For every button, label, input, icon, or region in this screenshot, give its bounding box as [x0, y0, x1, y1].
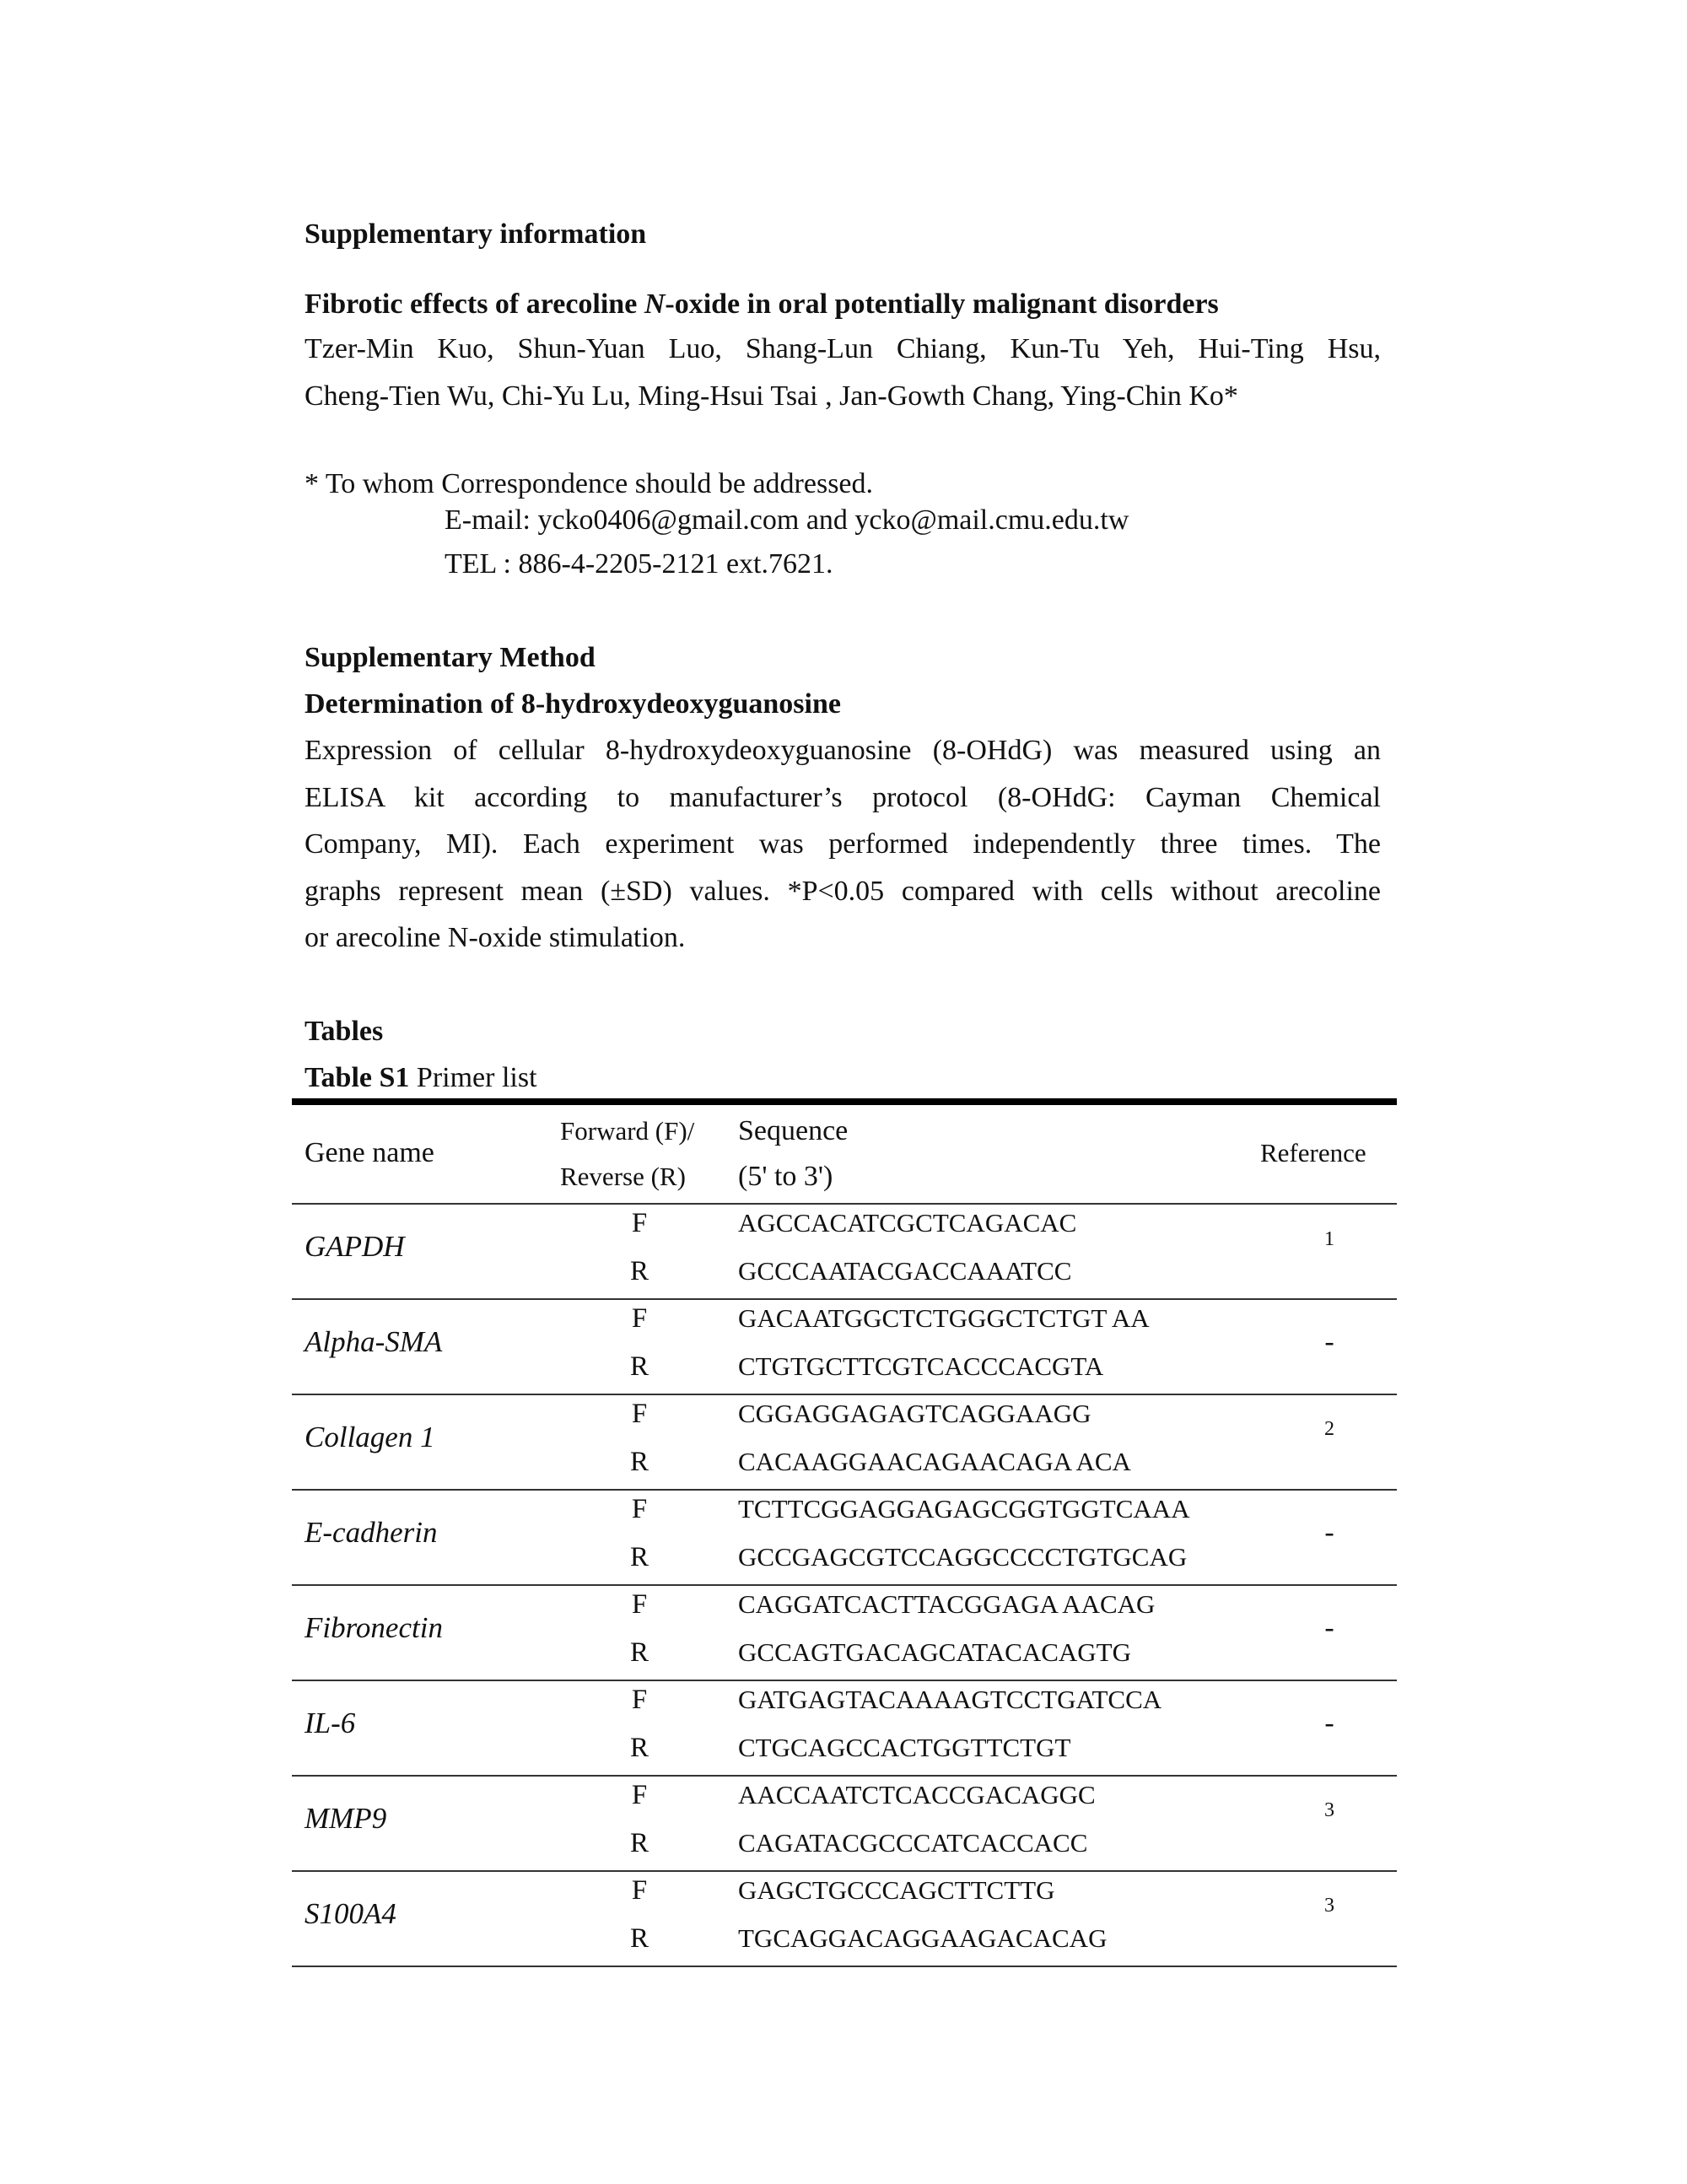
direction-reverse: R	[629, 1447, 649, 1477]
direction-forward: F	[631, 1685, 648, 1715]
gene-name: IL-6	[305, 1707, 356, 1739]
col-header-gene: Gene name	[305, 1137, 434, 1168]
tables-heading: Tables	[305, 1016, 384, 1047]
reference-number: 1	[1324, 1228, 1334, 1250]
sequence-reverse: TGCAGGACAGGAAGACACAG	[738, 1923, 1108, 1953]
gene-name: Fibronectin	[305, 1611, 443, 1644]
reference-number: -	[1324, 1326, 1334, 1357]
row-rule	[292, 1584, 1397, 1586]
direction-forward: F	[631, 1208, 648, 1238]
row-rule	[292, 1489, 1397, 1491]
sequence-reverse: CTGCAGCCACTGGTTCTGT	[738, 1733, 1071, 1762]
gene-name: E-cadherin	[305, 1516, 438, 1549]
method-line-5: or arecoline N-oxide stimulation.	[305, 922, 686, 953]
direction-reverse: R	[629, 1923, 649, 1954]
row-rule	[292, 1298, 1397, 1300]
reference-number: 3	[1324, 1799, 1334, 1821]
row-rule	[292, 1394, 1397, 1395]
table-caption-text: Primer list	[409, 1062, 537, 1093]
reference-number: -	[1324, 1612, 1334, 1643]
direction-forward: F	[631, 1494, 648, 1524]
paper-title-part1: Fibrotic effects of arecoline	[305, 289, 644, 320]
col-header-reference: Reference	[1260, 1138, 1366, 1167]
sequence-reverse: GCCGAGCGTCCAGGCCCCTGTGCAG	[738, 1542, 1188, 1572]
direction-reverse: R	[629, 1351, 649, 1382]
method-line-1: Expression of cellular 8-hydroxydeoxyguanosine (8-OHdG) was measured using an	[305, 735, 1381, 766]
sequence-forward: AACCAATCTCACCGACAGGC	[738, 1780, 1096, 1809]
table-caption	[305, 1061, 537, 1095]
table-top-rule	[292, 1098, 1397, 1105]
method-line-2: ELISA kit according to manufacturer’s protocol (8-OHdG: Cayman Chemical	[305, 782, 1381, 813]
row-rule	[292, 1870, 1397, 1872]
method-line-3: Company, MI). Each experiment was performed independently three times. The	[305, 828, 1381, 860]
sequence-reverse: CACAAGGAACAGAACAGA ACA	[738, 1447, 1131, 1476]
method-subheading: Determination of 8-hydroxydeoxyguanosine	[305, 688, 841, 720]
table-caption-label: Table S1	[305, 1062, 410, 1093]
sequence-reverse: CAGATACGCCCATCACCACC	[738, 1828, 1088, 1858]
reference-number: 3	[1324, 1895, 1334, 1917]
sequence-reverse: GCCAGTGACAGCATACACAGTG	[738, 1637, 1131, 1667]
authors-line-2: Cheng-Tien Wu, Chi-Yu Lu, Ming-Hsui Tsai , Jan-Gowth Chang, Ying-Chin Ko*	[305, 380, 1238, 412]
col-header-seq-2: (5' to 3')	[738, 1161, 833, 1192]
direction-forward: F	[631, 1780, 648, 1810]
sequence-forward: CAGGATCACTTACGGAGA AACAG	[738, 1589, 1156, 1619]
reference-number: 2	[1324, 1418, 1334, 1440]
section-title: Supplementary information	[305, 218, 647, 250]
direction-forward: F	[631, 1303, 648, 1334]
table-bottom-rule	[292, 1966, 1397, 1967]
col-header-dir-1: Forward (F)/	[560, 1116, 695, 1146]
sequence-forward: GAGCTGCCCAGCTTCTTG	[738, 1875, 1055, 1905]
authors-line-1: Tzer-Min Kuo, Shun-Yuan Luo, Shang-Lun Chiang, Kun-Tu Yeh, Hui-Ting Hsu,	[305, 333, 1381, 364]
gene-name: GAPDH	[305, 1230, 405, 1263]
direction-reverse: R	[629, 1637, 649, 1668]
sequence-forward: AGCCACATCGCTCAGACAC	[738, 1208, 1077, 1238]
correspondence-email: E-mail: ycko0406@gmail.com and ycko@mail.cmu.edu.tw	[445, 504, 1129, 536]
sequence-reverse: GCCCAATACGACCAAATCC	[738, 1256, 1072, 1286]
sequence-forward: TCTTCGGAGGAGAGCGGTGGTCAAA	[738, 1494, 1190, 1523]
method-heading: Supplementary Method	[305, 642, 596, 673]
direction-reverse: R	[629, 1733, 649, 1763]
direction-forward: F	[631, 1399, 648, 1429]
method-line-4: graphs represent mean (±SD) values. *P<0.05 compared with cells without arecoline	[305, 876, 1381, 907]
sequence-forward: GACAATGGCTCTGGGCTCTGT AA	[738, 1303, 1150, 1333]
direction-forward: F	[631, 1875, 648, 1906]
paper-title	[305, 288, 1219, 321]
correspondence-tel: TEL : 886-4-2205-2121 ext.7621.	[445, 548, 833, 580]
sequence-forward: GATGAGTACAAAAGTCCTGATCCA	[738, 1685, 1162, 1714]
gene-name: Alpha-SMA	[305, 1325, 443, 1358]
col-header-seq-1: Sequence	[738, 1115, 849, 1146]
row-rule	[292, 1775, 1397, 1777]
sequence-forward: CGGAGGAGAGTCAGGAAGG	[738, 1399, 1091, 1428]
col-header-dir-2: Reverse (R)	[560, 1162, 686, 1191]
paper-title-part2: -oxide in oral potentially malignant disorders	[665, 289, 1219, 320]
direction-forward: F	[631, 1589, 648, 1620]
reference-number: -	[1324, 1707, 1334, 1739]
direction-reverse: R	[629, 1828, 649, 1858]
reference-number: -	[1324, 1517, 1334, 1548]
header-rule	[292, 1203, 1397, 1205]
row-rule	[292, 1680, 1397, 1681]
gene-name: Collagen 1	[305, 1421, 435, 1453]
direction-reverse: R	[629, 1542, 649, 1572]
paper-title-italic: N	[644, 289, 666, 320]
correspondence-note: * To whom Correspondence should be addressed.	[305, 468, 874, 499]
direction-reverse: R	[629, 1256, 649, 1286]
gene-name: S100A4	[305, 1897, 396, 1930]
sequence-reverse: CTGTGCTTCGTCACCCACGTA	[738, 1351, 1104, 1381]
gene-name: MMP9	[305, 1802, 387, 1835]
